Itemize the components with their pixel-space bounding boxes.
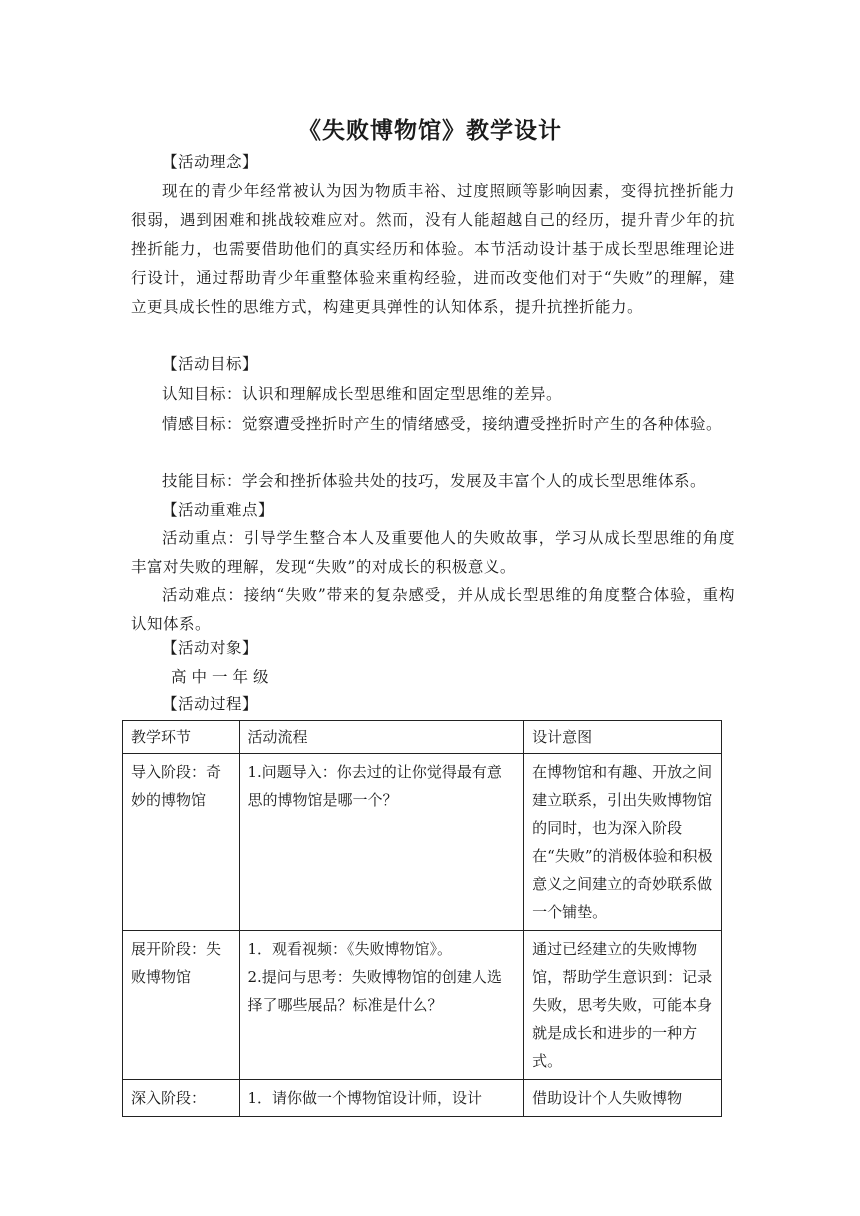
document-title: 《失败博物馆》教学设计 [298,118,562,144]
goal-emotional: 情感目标：觉察遭受挫折时产生的情绪感受，接纳遭受挫折时产生的各种体验。 [162,415,723,433]
goal-cognitive: 认知目标：认识和理解成长型思维和固定型思维的差异。 [162,385,563,403]
flow-cell [239,931,524,1080]
concept-body: 现在的青少年经常被认为因为物质丰裕、过度照顾等影响因素，变得抗挫折能力很弱，遇到困难和挑战较难应对。然而，没有人能超越自己的经历，提升青少年的抗挫折能力，也需要借助他们的真实经历和体验。本节活动设计基于成长型思维理论进行设计，通过帮助青少年重整体验来重构经验，进而改变他们对于“失败”的理解，建立更具成长性的思维方式，构建更具弹性的认知体系，提升抗挫折能力。 [131,182,735,316]
table-row [123,1080,722,1117]
intent-cell: 在博物馆和有趣、开放之间建立联系，引出失败博物馆的同时，也为深入阶段在“失败”的消极体验和积极意义之间建立的奇妙联系做一个铺垫。 [524,754,722,931]
key-focus: 活动重点：引导学生整合本人及重要他人的失败故事，学习从成长型思维的角度丰富对失败的理解，发现“失败”的对成长的积极意义。 [131,529,735,576]
target-heading: 【活动对象】 [162,639,259,657]
intent-cell: 借助设计个人失败博物 [524,1080,722,1117]
goals-heading: 【活动目标】 [162,355,259,373]
table-header-cell: 教学环节 [123,721,240,754]
stage-cell: 展开阶段：失败博物馆 [123,931,240,1080]
flow-step: 1.问题导入：你去过的让你觉得最有意思的博物馆是哪一个？ [247,763,502,809]
table-header-cell: 设计意图 [524,721,722,754]
stage-cell: 导入阶段：奇妙的博物馆 [123,754,240,931]
key-points-heading: 【活动重难点】 [162,501,275,519]
table-row [123,754,722,931]
goal-skill: 技能目标：学会和挫折体验共处的技巧，发展及丰富个人的成长型思维体系。 [162,472,707,490]
table-header-cell: 活动流程 [239,721,524,754]
flow-step: 1．请你做一个博物馆设计师，设计 [247,1089,483,1107]
activity-process-table [122,720,722,1117]
flow-step: 2.提问与思考：失败博物馆的创建人选择了哪些展品？标准是什么？ [247,968,502,1014]
concept-heading: 【活动理念】 [162,153,259,171]
key-difficulty: 活动难点：接纳“失败”带来的复杂感受，并从成长型思维的角度整合体验，重构认知体系。 [131,586,735,633]
intent-cell: 通过已经建立的失败博物馆，帮助学生意识到：记录失败，思考失败，可能本身就是成长和进步的一种方式。 [524,931,722,1080]
flow-step: 1．观看视频：《失败博物馆》。 [247,940,453,958]
table-row [123,931,722,1080]
flow-cell [239,1080,524,1117]
target-body: 高中一年级 [171,668,274,686]
table-header-row [123,721,722,754]
flow-cell [239,754,524,931]
stage-cell: 深入阶段： [123,1080,240,1117]
process-heading: 【活动过程】 [162,695,259,713]
